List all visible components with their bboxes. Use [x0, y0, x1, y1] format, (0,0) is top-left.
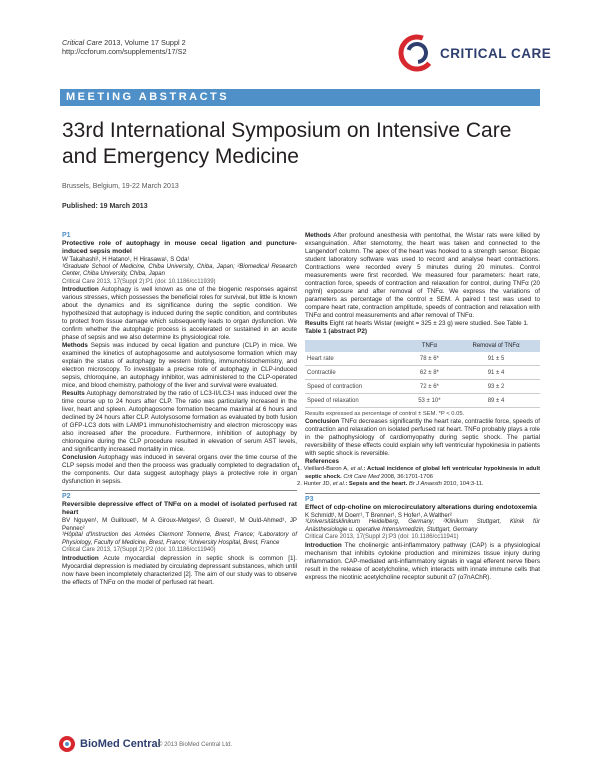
table-header-cell: Removal of TNFα [452, 340, 540, 352]
references-heading: References [305, 458, 339, 465]
abstract-methods: Methods After profound anesthesia with pentothal, the Wistar rats were killed by exsanguination. After sternotomy, the heart was taken and connected to the Langendorf column. The apex of the heart was hooked to a strength sensor. Biopac student laboratory software was used to record and analyse heart contractions. Contractions were recorded every 5 minutes during 20 minutes. Control measurements were first recorded. We measured four parameters: heart rate, contraction force, speeds of contraction and relaxation for control, during TNFα (20 ng/ml) exposure and after removal of TNFα. We express the variations of parameters as percentage of the control ± SEM. A paired t test was used to compare heart rate, contraction amplitude, speeds of contraction and relaxation with TNFα and control measurements and after removal of TNFα. [305, 232, 540, 319]
left-column [62, 232, 297, 587]
abstract-introduction: Introduction Autophagy is well known as one of the biogenic responses against various stresses, which possesses the beneficial roles for survival, but little is known about the dynamics and its significance during the septic condition. We hypothesized that autophagy is induced during the septic condition, and contributes to protect from tissue damage which subsequently leads to organ dysfunction. We confirm whether the autophagic process is accelerated or sustained in an acute phase of sepsis and we also determine its physiological role. [62, 286, 297, 342]
abstract-introduction: Introduction Acute myocardial depression in septic shock is common [1]. Myocardial depression is mediated by circulating depressant substances, which until now have been incompletely characterized [2]. The aim of our study was to observe the effects of TNFα on the model of perfused rat heart. [62, 554, 297, 586]
abstract-results: Results Eight rat hearts Wistar (weight = 325 ± 23 g) were studied. See Table 1. [305, 320, 529, 327]
abstract-methods: Methods Sepsis was induced by cecal ligation and puncture (CLP) in mice. We examined the kinetics of autophagosome and autolysosome formation which may explain the status of autophagy by western blotting, immunohistochemistry, and electron microscopy. To investigate a precise role of autophagy in CLP-induced sepsis, chloroquine, an autophagy inhibitor, was administered to the CLP-operated mice, and blood chemistry, pathology of the liver and survival were evaluated. [62, 342, 297, 390]
critical-care-logo-text: CRITICAL CARE [440, 46, 552, 61]
table-header-row [305, 340, 540, 352]
right-column [297, 232, 540, 582]
abstract-title: Reversible depressive effect of TNFα on a model of isolated perfused rat heart [62, 501, 297, 517]
abstract-affiliations: ¹Universitätsklinikum Heidelberg, Germany; ²Klinikum Stuttgart, Klinik für Anästhesiologie u. operative Intensivmedizin, Stuttgart, Germany [305, 519, 540, 533]
abstract-title: Effect of cdp-choline on microcirculatory alterations during endotoxemia [305, 503, 537, 511]
copyright: © 2013 BioMed Central Ltd. [158, 742, 233, 748]
table-cell: 91 ± 5 [452, 352, 540, 366]
table-cell: 89 ± 4 [452, 394, 540, 408]
abstract-citation[interactable]: Critical Care 2013, 17(Suppl 2):P3 (doi: 10.1186/cc11941) [305, 534, 459, 541]
abstract-id: P3 [305, 495, 314, 503]
table-row [305, 380, 540, 394]
journal-url[interactable]: http://ccforum.com/supplements/17/S2 [62, 47, 187, 56]
divider [305, 493, 540, 494]
abstract-results: Results Autophagy demonstrated by the ratio of LC3-II/LC3-I was induced over the time course up to 24 hours after CLP. The ratio was particularly increased in the liver, heart and spleen. Autophagosome formation became maximal at 6 hours and declined by 24 hours after CLP. Autolysosome formation as evaluated by both fusion of GFP-LC3 dots with LAMP1 immunohistochemistry and electron microscopy was also increased after the procedure. Furthermore, inhibition of autophagy by chloroquine during the CLP procedure resulted in elevation of serum AST levels, and significantly increased mortality in mice. [62, 390, 297, 454]
abstract-conclusion: Conclusion TNFα decreases significantly the heart rate, contractile force, speeds of contraction and relaxation on isolated perfused rat heart. TNFα probably plays a role in the pathophysiology of cardiomyopathy during septic shock. The partial reversibility of these effects could explain why left ventricular hypokinesia in patients with septic shock is reversible. [305, 418, 540, 457]
table-header-cell [305, 340, 407, 352]
table-cell: Heart rate [305, 352, 407, 366]
table-caption: Table 1 (abstract P2) [305, 328, 368, 335]
abstract-citation[interactable]: Critical Care 2013, 17(Suppl 2):P1 (doi: 10.1186/cc11939) [62, 278, 216, 285]
abstract-authors: W Takahashi¹, H Hatano¹, H Hirasawa¹, S Oda¹ [62, 256, 190, 263]
abstract-authors: BV Nguyen¹, M Guillouet¹, M A Giroux-Metges², G Gueret¹, M Ould-Ahmed¹, JP Pennec² [62, 517, 297, 532]
table-cell: 53 ± 10* [407, 394, 452, 408]
table-row [305, 366, 540, 380]
table-cell: 93 ± 2 [452, 380, 540, 394]
table-row [305, 394, 540, 408]
results-table [305, 340, 540, 408]
abstract-title: Protective role of autophagy in mouse cecal ligation and puncture-induced sepsis model [62, 240, 297, 255]
divider [62, 490, 297, 491]
biomed-central-icon [58, 735, 76, 753]
abstract-conclusion: Conclusion Autophagy was induced in several organs over the time course of the CLP sepsis model and then the process was gradually completed to degradation of the components. Our data suggest autophagy plays a protective role in organ dysfunction in sepsis. [62, 454, 297, 486]
critical-care-logo-icon [398, 34, 436, 72]
table-cell: Contractile [305, 366, 407, 380]
journal-citation: Critical Care 2013, Volume 17 Suppl 2 [62, 38, 186, 47]
abstract-citation[interactable]: Critical Care 2013, 17(Suppl 2):P2 (doi: 10.1186/cc11940) [62, 547, 216, 554]
abstract-authors: K Schmidt¹, M Doerr¹, T Brenner¹, S Hofer¹, A Walther² [305, 511, 452, 519]
table-cell: Speed of contraction [305, 380, 407, 394]
abstract-introduction: Introduction The cholinergic anti-inflammatory pathway (CAP) is a physiological mechanism that inhibits cytokine production and minimizes tissue injury during inflammation. CAP-mediated anti-inflammatory signals in vagal efferent nerve fibers result in the release of acetylcholine, which interacts with innate immune cells that express the nicotinic acetylcholine receptor subunit α7 (α7nAChR). [305, 541, 540, 581]
table-cell: 72 ± 6* [407, 380, 452, 394]
table-cell: 91 ± 4 [452, 366, 540, 380]
page-title: 33rd International Symposium on Intensive Care and Emergency Medicine [62, 119, 512, 168]
reference-item: 1. Vieillard-Baron A, et al.: Actual incidence of global left ventricular hypokinesia in adult septic shock. Crit Care Med 2008, 36:1701-1706 [297, 466, 540, 480]
biomed-central-logo [58, 735, 161, 753]
table-cell: 62 ± 8* [407, 366, 452, 380]
abstract-id: P2 [62, 493, 71, 501]
abstract-affiliations: ¹Hôpital d'Instruction des Armées Clermont Tonnerre, Brest, France; ²Laboratory of Physiology, Faculty of Medicine, Brest, France; ³University Hospital, Brest, France [62, 532, 297, 546]
reference-item: 2. Hunter JD, et al.: Sepsis and the heart. Br J Anaesth 2010, 104:3-11. [297, 481, 484, 487]
table-header-cell: TNFα [407, 340, 452, 352]
table-row [305, 352, 540, 366]
published-date: Published: 19 March 2013 [62, 203, 148, 210]
table-cell: 78 ± 6* [407, 352, 452, 366]
table-cell: Speed of relaxation [305, 394, 407, 408]
table-footnote: Results expressed as percentage of control ± SEM. *P < 0.05. [305, 411, 465, 417]
biomed-central-text: BioMed Central [80, 738, 161, 750]
abstract-affiliations: ¹Graduate School of Medicine, Chiba University, Chiba, Japan; ²Biomedical Research Center, Chiba University, Chiba, Japan [62, 263, 297, 278]
meeting-abstracts-label: MEETING ABSTRACTS [66, 91, 230, 103]
abstract-id: P1 [62, 232, 71, 239]
meeting-location: Brussels, Belgium, 19-22 March 2013 [62, 183, 179, 190]
